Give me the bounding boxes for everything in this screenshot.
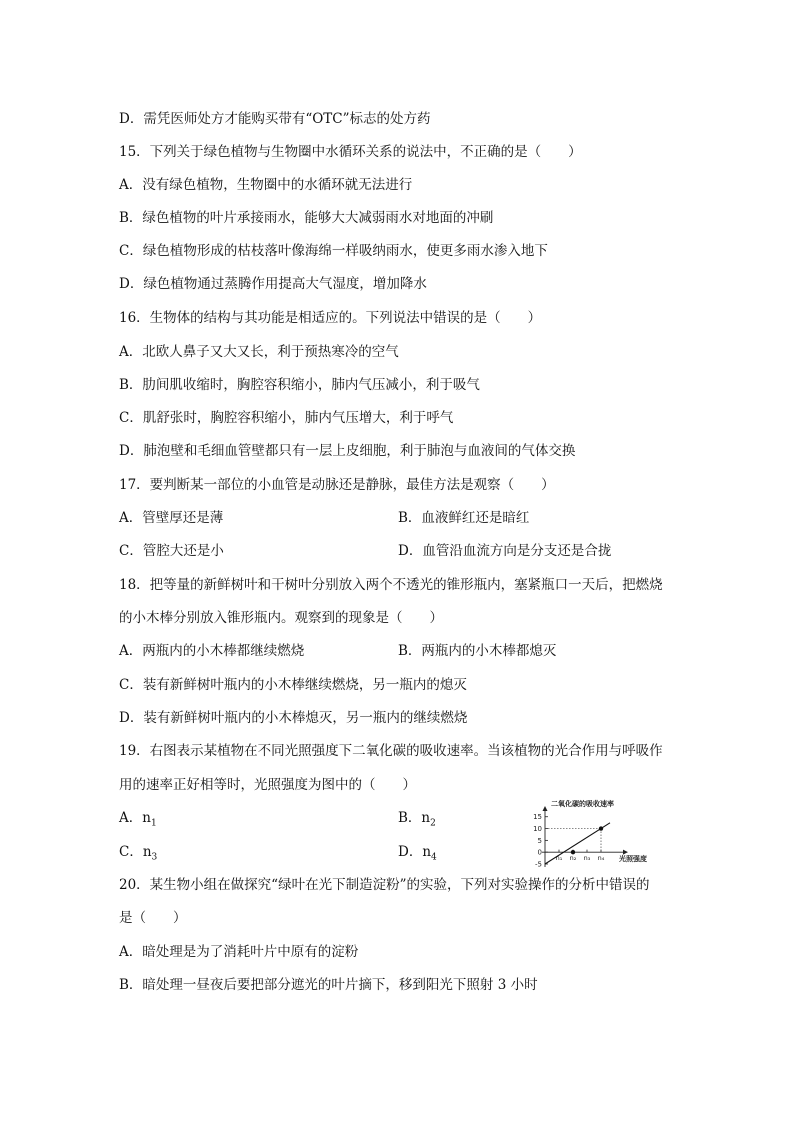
y-axis-arrow: [543, 806, 548, 811]
y-tick-label: 10: [533, 825, 542, 834]
option-line: B．肋间肌收缩时，胸腔容积缩小，肺内气压减小，利于吸气: [119, 377, 480, 393]
y-tick-label: 5: [537, 836, 542, 845]
x-axis-arrow: [623, 850, 628, 855]
question-18-stem: 18．把等量的新鲜树叶和干树叶分别放入两个不透光的锥形瓶内，塞紧瓶口一天后，把燃烧: [119, 577, 663, 593]
question-15-stem: 15．下列关于绿色植物与生物圈中水循环关系的说法中，不正确的是（ ）: [119, 144, 582, 160]
option-line: D．绿色植物通过蒸腾作用提高大气湿度，增加降水: [119, 276, 427, 292]
option-line: D．装有新鲜树叶瓶内的小木棒熄灭，另一瓶内的继续燃烧: [119, 710, 468, 726]
data-point: [599, 826, 603, 830]
option-line: C．管腔大还是小: [119, 543, 224, 559]
option-line: D．肺泡壁和毛细血管壁都只有一层上皮细胞，利于肺泡与血液间的气体交换: [119, 443, 576, 459]
option-line: D．血管沿血流方向是分支还是合拢: [398, 543, 612, 559]
option-line: B．两瓶内的小木棒都熄灭: [398, 643, 557, 659]
co2-absorption-chart: [525, 798, 700, 870]
y-tick-label: 0: [537, 848, 542, 857]
question-17-stem: 17．要判断某一部位的小血管是动脉还是静脉，最佳方法是观察（ ）: [119, 477, 555, 493]
option-line: A．没有绿色植物，生物圈中的水循环就无法进行: [119, 177, 413, 193]
chart-title: 二氧化碳的吸收速率: [551, 800, 614, 808]
x-tick-label: n₄: [597, 854, 605, 863]
option-line: C．肌舒张时，胸腔容积缩小，肺内气压增大，利于呼气: [119, 410, 454, 426]
option-line: D．需凭医师处方才能购买带有“OTC”标志的处方药: [119, 111, 431, 127]
option-line: C．装有新鲜树叶瓶内的小木棒继续燃烧，另一瓶内的熄灭: [119, 677, 467, 693]
option-line: B．绿色植物的叶片承接雨水，能够大大减弱雨水对地面的冲刷: [119, 210, 494, 226]
option-line: A．暗处理是为了消耗叶片中原有的淀粉: [119, 944, 359, 960]
question-20-stem: 20．某生物小组在做探究“绿叶在光下制造淀粉”的实验，下列对实验操作的分析中错误的: [119, 877, 650, 893]
question-20-stem-cont: 是（ ）: [119, 910, 187, 926]
option-line: A．$n_1$: [119, 810, 157, 829]
x-axis-label: 光照强度: [619, 855, 647, 864]
question-18-stem-cont: 的小木棒分别放入锥形瓶内。观察到的现象是（ ）: [119, 610, 443, 626]
data-point: [571, 850, 575, 854]
option-line: D．$n_4$: [398, 844, 437, 863]
x-tick-label: n₃: [583, 854, 591, 863]
question-19-stem-cont: 用的速率正好相等时，光照强度为图中的（ ）: [119, 777, 416, 793]
question-16-stem: 16．生物体的结构与其功能是相适应的。下列说法中错误的是（ ）: [119, 310, 542, 326]
option-line: A．北欧人鼻子又大又长，利于预热寒冷的空气: [119, 344, 399, 360]
question-19-stem: 19．右图表示某植物在不同光照强度下二氧化碳的吸收速率。当该植物的光合作用与呼吸作: [119, 743, 663, 759]
x-tick-label: n₁: [555, 854, 563, 863]
option-line: A．两瓶内的小木棒都继续燃烧: [119, 643, 305, 659]
option-line: B．血液鲜红还是暗红: [398, 510, 530, 526]
option-line: B．$n_2$: [398, 810, 436, 829]
option-line: B．暗处理一昼夜后要把部分遮光的叶片摘下，移到阳光下照射 3 小时: [119, 977, 538, 993]
x-tick-label: n₂: [569, 854, 577, 863]
option-line: C．绿色植物形成的枯枝落叶像海绵一样吸纳雨水，使更多雨水渗入地下: [119, 243, 548, 259]
option-line: A．管壁厚还是薄: [119, 510, 224, 526]
option-line: C．$n_3$: [119, 844, 158, 863]
y-tick-label: 15: [533, 813, 542, 822]
y-tick-label: -5: [535, 860, 542, 869]
